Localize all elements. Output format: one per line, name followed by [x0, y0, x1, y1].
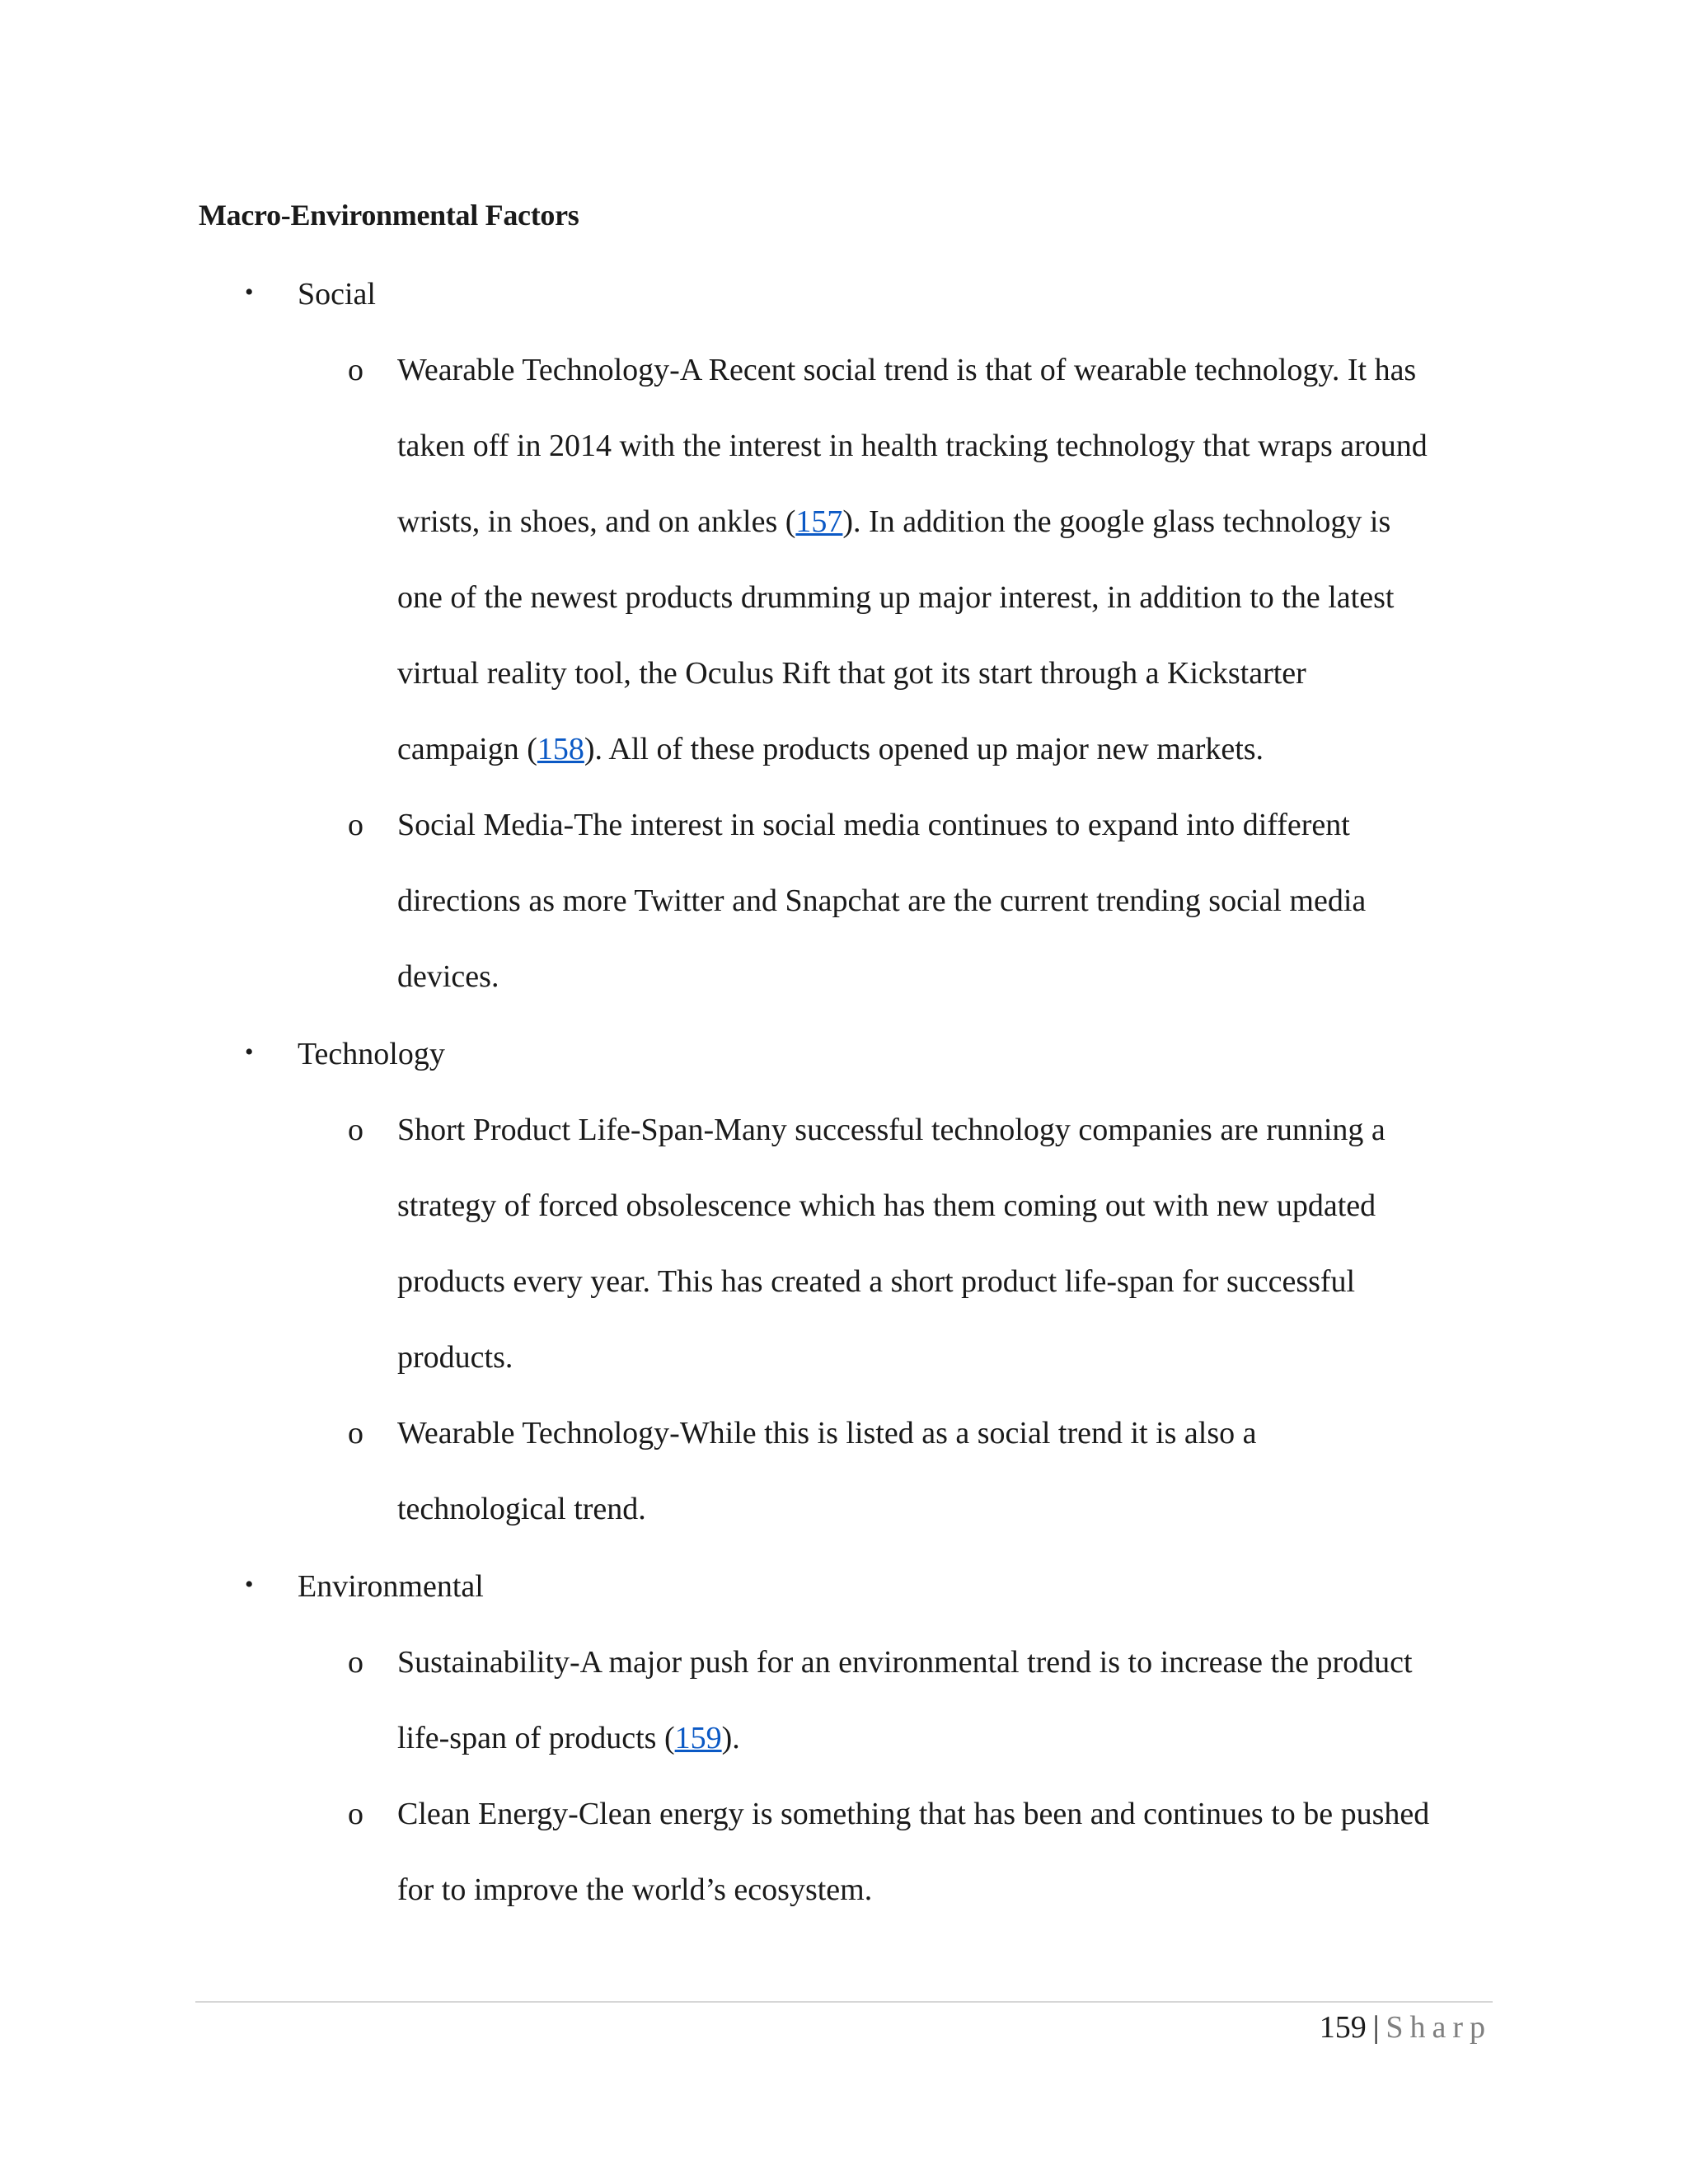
social-media-line-2: directions as more Twitter and Snapchat are the current trending social media: [397, 883, 1367, 918]
wearable-technology-line-1: Wearable Technology-A Recent social trend is that of wearable technology. It has: [397, 353, 1417, 387]
bullet-icon: •: [245, 1571, 254, 1598]
line-text: ). All of these products opened up major new markets.: [584, 732, 1264, 766]
sub-bullet-icon: o: [348, 1645, 363, 1680]
wearable-technology-line-4: one of the newest products drumming up major interest, in addition to the latest: [397, 580, 1395, 615]
bullet-icon: •: [245, 1038, 254, 1066]
line-text: ). In addition the google glass technology is: [842, 504, 1391, 539]
clean-energy-line-2: for to improve the world’s ecosystem.: [397, 1872, 873, 1907]
page-footer: [1320, 2009, 1492, 2046]
sustainability-line-2: [397, 1722, 740, 1754]
wearable-technology-trend-line-2: technological trend.: [397, 1492, 646, 1526]
clean-energy-line-1: Clean Energy-Clean energy is something that has been and continues to be pushed: [397, 1797, 1430, 1831]
line-text: campaign (: [397, 732, 537, 766]
bullet-icon: •: [245, 279, 254, 306]
sub-bullet-icon: o: [348, 808, 363, 842]
sub-bullet-icon: o: [348, 353, 363, 387]
short-product-life-span-line-4: products.: [397, 1340, 513, 1375]
footer-separator: |: [1372, 2010, 1380, 2045]
bullet-label-technology: Technology: [298, 1037, 445, 1071]
short-product-life-span-line-2: strategy of forced obsolescence which has them coming out with new updated: [397, 1188, 1376, 1223]
line-text: wrists, in shoes, and on ankles (: [397, 504, 796, 539]
sub-bullet-icon: o: [348, 1113, 363, 1147]
page-number: 159: [1319, 2010, 1367, 2045]
sub-bullet-icon: o: [348, 1416, 363, 1451]
bullet-label-environmental: Environmental: [298, 1569, 484, 1604]
wearable-technology-line-5: virtual reality tool, the Oculus Rift that got its start through a Kickstarter: [397, 656, 1306, 691]
citation-link-157[interactable]: 157: [795, 504, 843, 539]
bullet-label-social: Social: [298, 277, 376, 312]
citation-link-159[interactable]: 159: [674, 1721, 722, 1755]
short-product-life-span-line-1: Short Product Life-Span-Many successful technology companies are running a: [397, 1113, 1386, 1147]
short-product-life-span-line-3: products every year. This has created a short product life-span for successful: [397, 1264, 1356, 1299]
footer-author: Sharp: [1386, 2010, 1492, 2045]
line-text: life-span of products (: [397, 1721, 675, 1755]
sub-bullet-icon: o: [348, 1797, 363, 1831]
wearable-technology-trend-line-1: Wearable Technology-While this is listed as a social trend it is also a: [397, 1416, 1257, 1451]
wearable-technology-line-6: [397, 733, 1264, 765]
footer-divider: [195, 2001, 1493, 2003]
social-media-line-1: Social Media-The interest in social media continues to expand into different: [397, 808, 1350, 842]
section-heading: Macro-Environmental Factors: [199, 199, 579, 232]
sustainability-line-1: Sustainability-A major push for an environmental trend is to increase the product: [397, 1645, 1413, 1680]
line-text: ).: [721, 1721, 740, 1755]
social-media-line-3: devices.: [397, 959, 499, 994]
wearable-technology-line-3: [397, 506, 1390, 537]
citation-link-158[interactable]: 158: [537, 732, 584, 766]
wearable-technology-line-2: taken off in 2014 with the interest in health tracking technology that wraps around: [397, 429, 1428, 463]
